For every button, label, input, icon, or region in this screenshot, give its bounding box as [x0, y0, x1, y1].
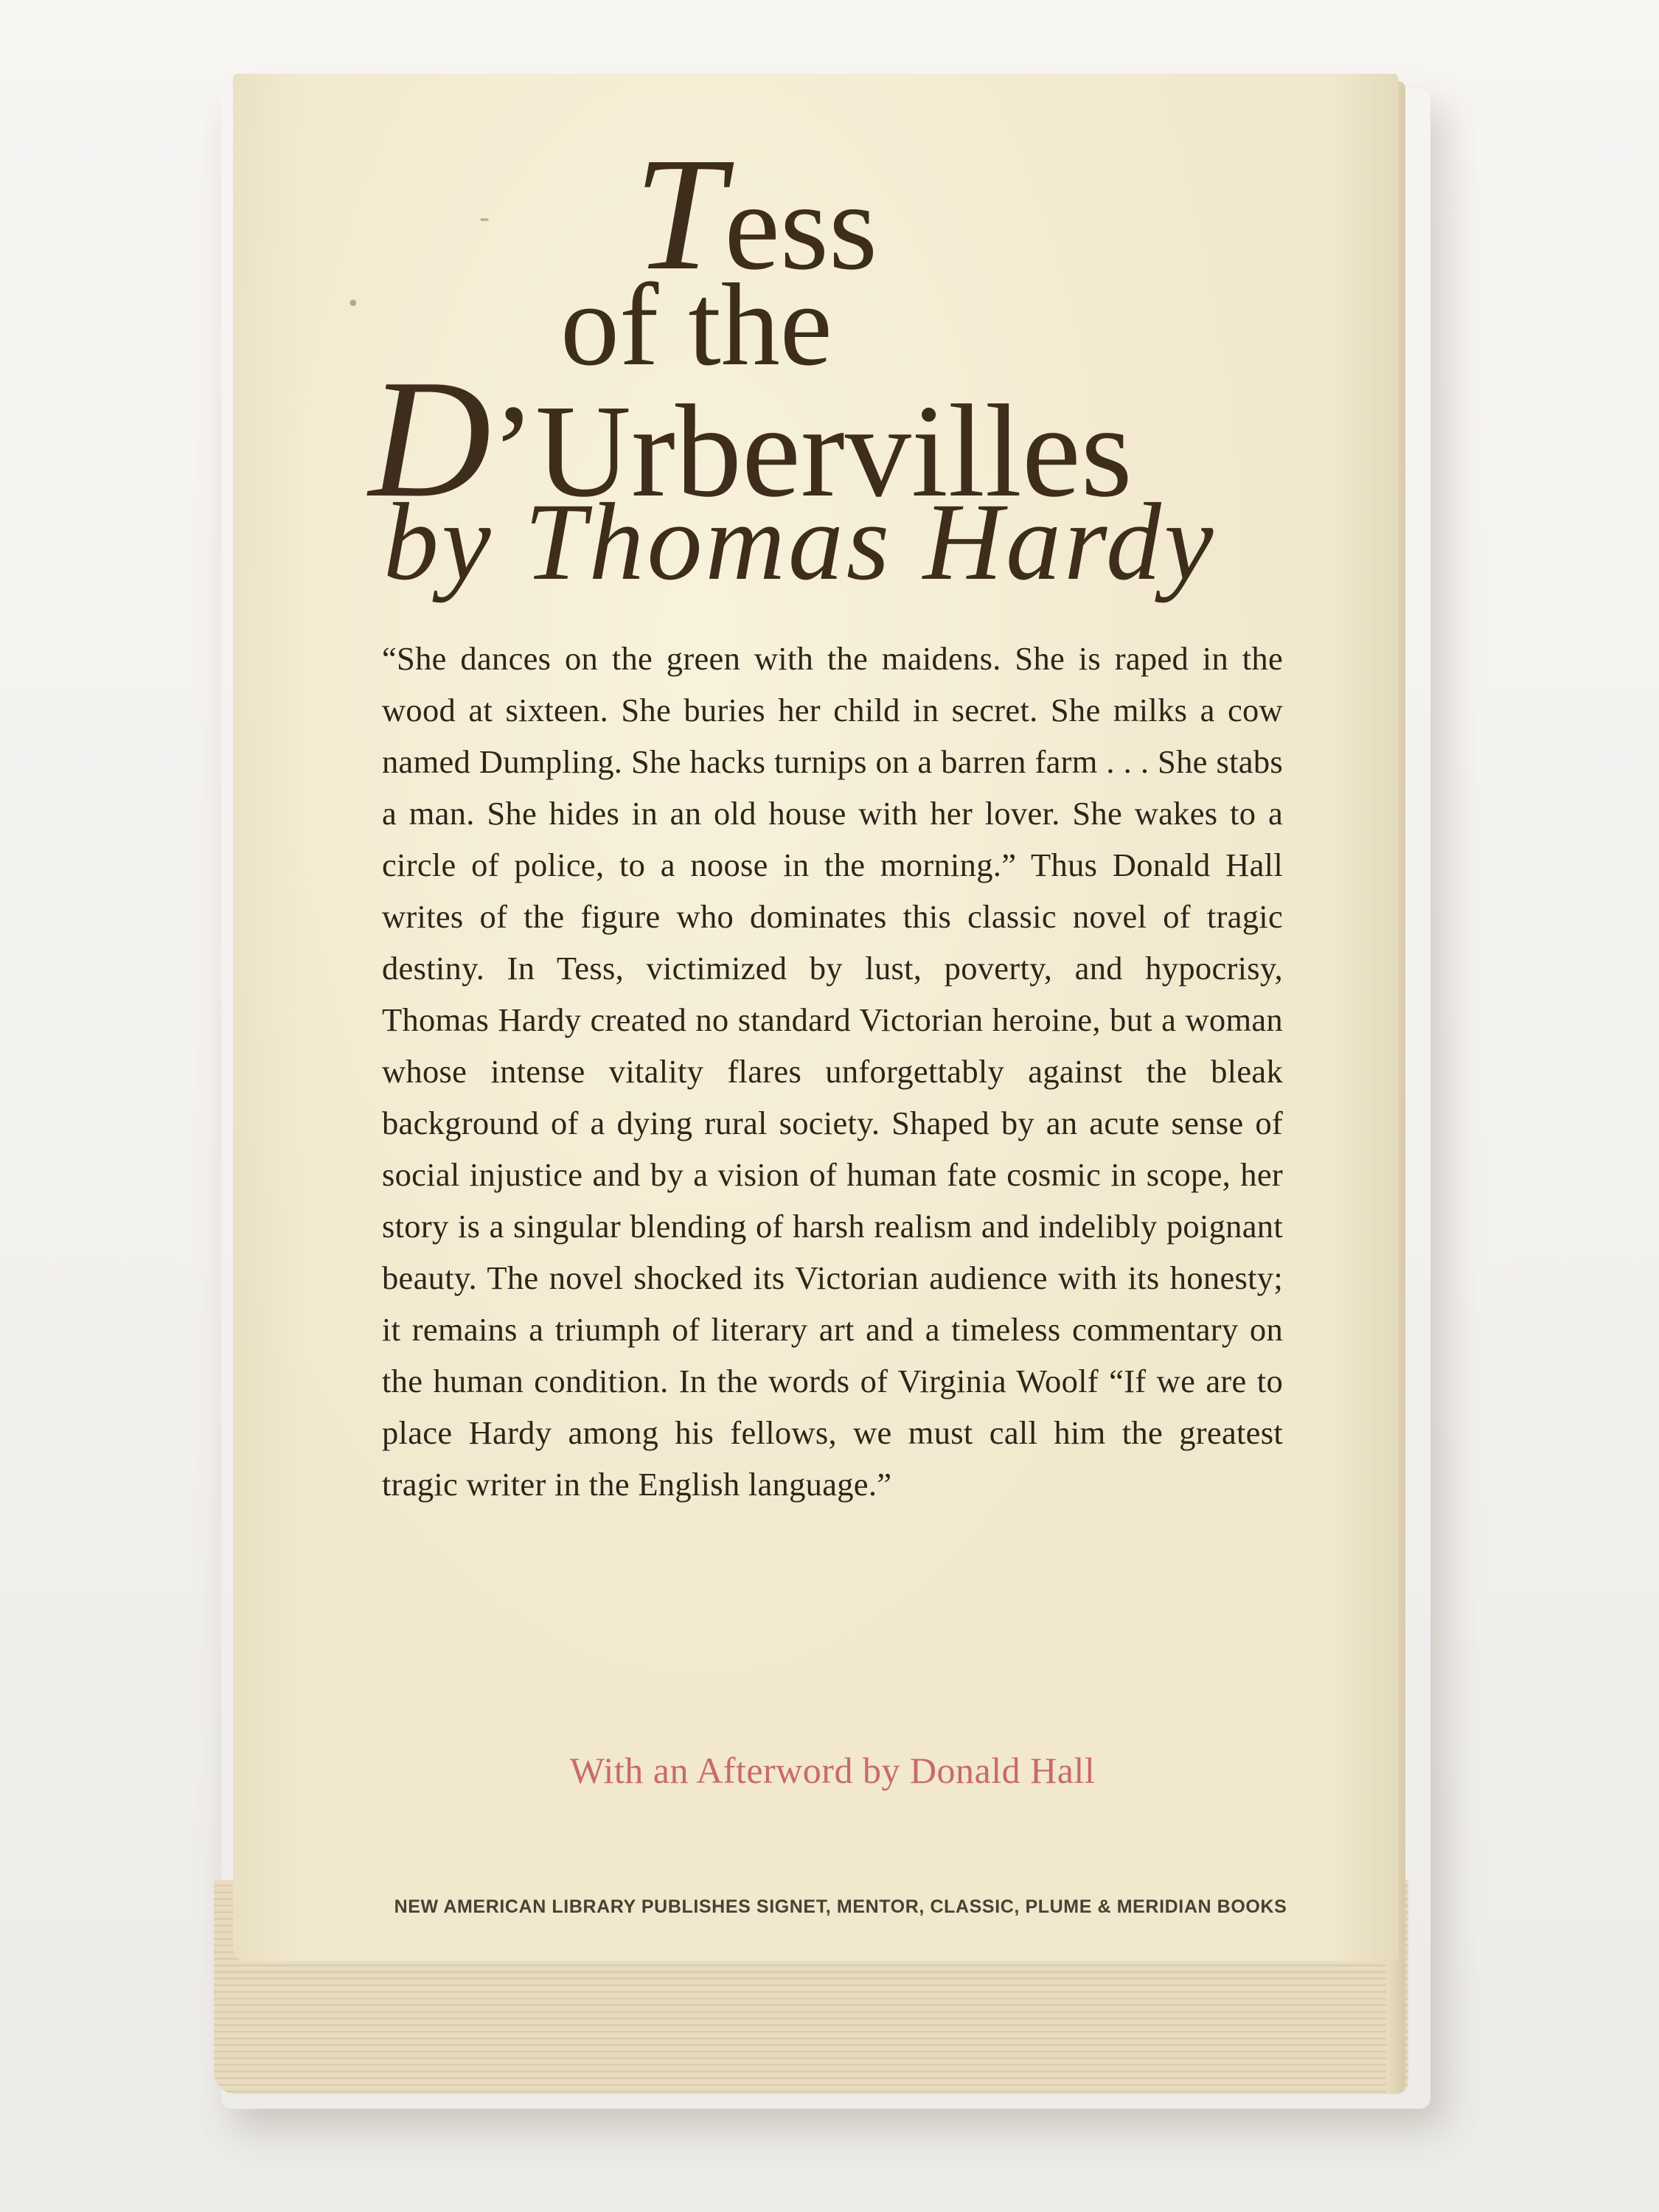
blurb-text: “She dances on the green with the maidens. She is raped in the wood at sixteen. She buries her child in secret. She milks a cow named Dumpling. She hacks turnips on a barren farm . . . She stabs a man. She hides in an old house with her lover. She wakes to a circle of police, to a noose in the morning.” Thus Donald Hall writes of the figure who dominates this classic novel of tragic destiny. In Tess, victimized by lust, poverty, and hypocrisy, Thomas Hardy created no standard Victorian heroine, but a woman whose intense vitality flares unforgettably against the bleak background of a dying rural society. Shaped by an acute sense of social injustice and by a vision of human fate cosmic in scope, her story is a singular blending of harsh realism and indelibly poignant beauty. The novel shocked its Victorian audience with its honesty; it remains a triumph of literary art and a timeless commentary on the human condition. In the words of Virginia Woolf “If we are to place Hardy among his fellows, we must call him the greatest tragic writer in the English language.”	[382, 640, 1283, 1503]
title-ess: ess	[724, 157, 878, 296]
title-initial-t: T	[634, 124, 725, 304]
afterword-credit: With an Afterword by Donald Hall	[569, 1750, 1096, 1791]
publisher-line: NEW AMERICAN LIBRARY PUBLISHES SIGNET, MENTOR, CLASSIC, PLUME & MERIDIAN BOOKS	[394, 1896, 1287, 1917]
pencil-mark: ‐	[479, 199, 490, 235]
smudge-mark: •	[347, 291, 360, 317]
title-initial-d: D	[369, 344, 492, 532]
title-urbervilles: ’Urbervilles	[491, 378, 1133, 524]
title-line-of-the: of the	[560, 259, 832, 390]
author-line: by Thomas Hardy	[383, 481, 1217, 603]
